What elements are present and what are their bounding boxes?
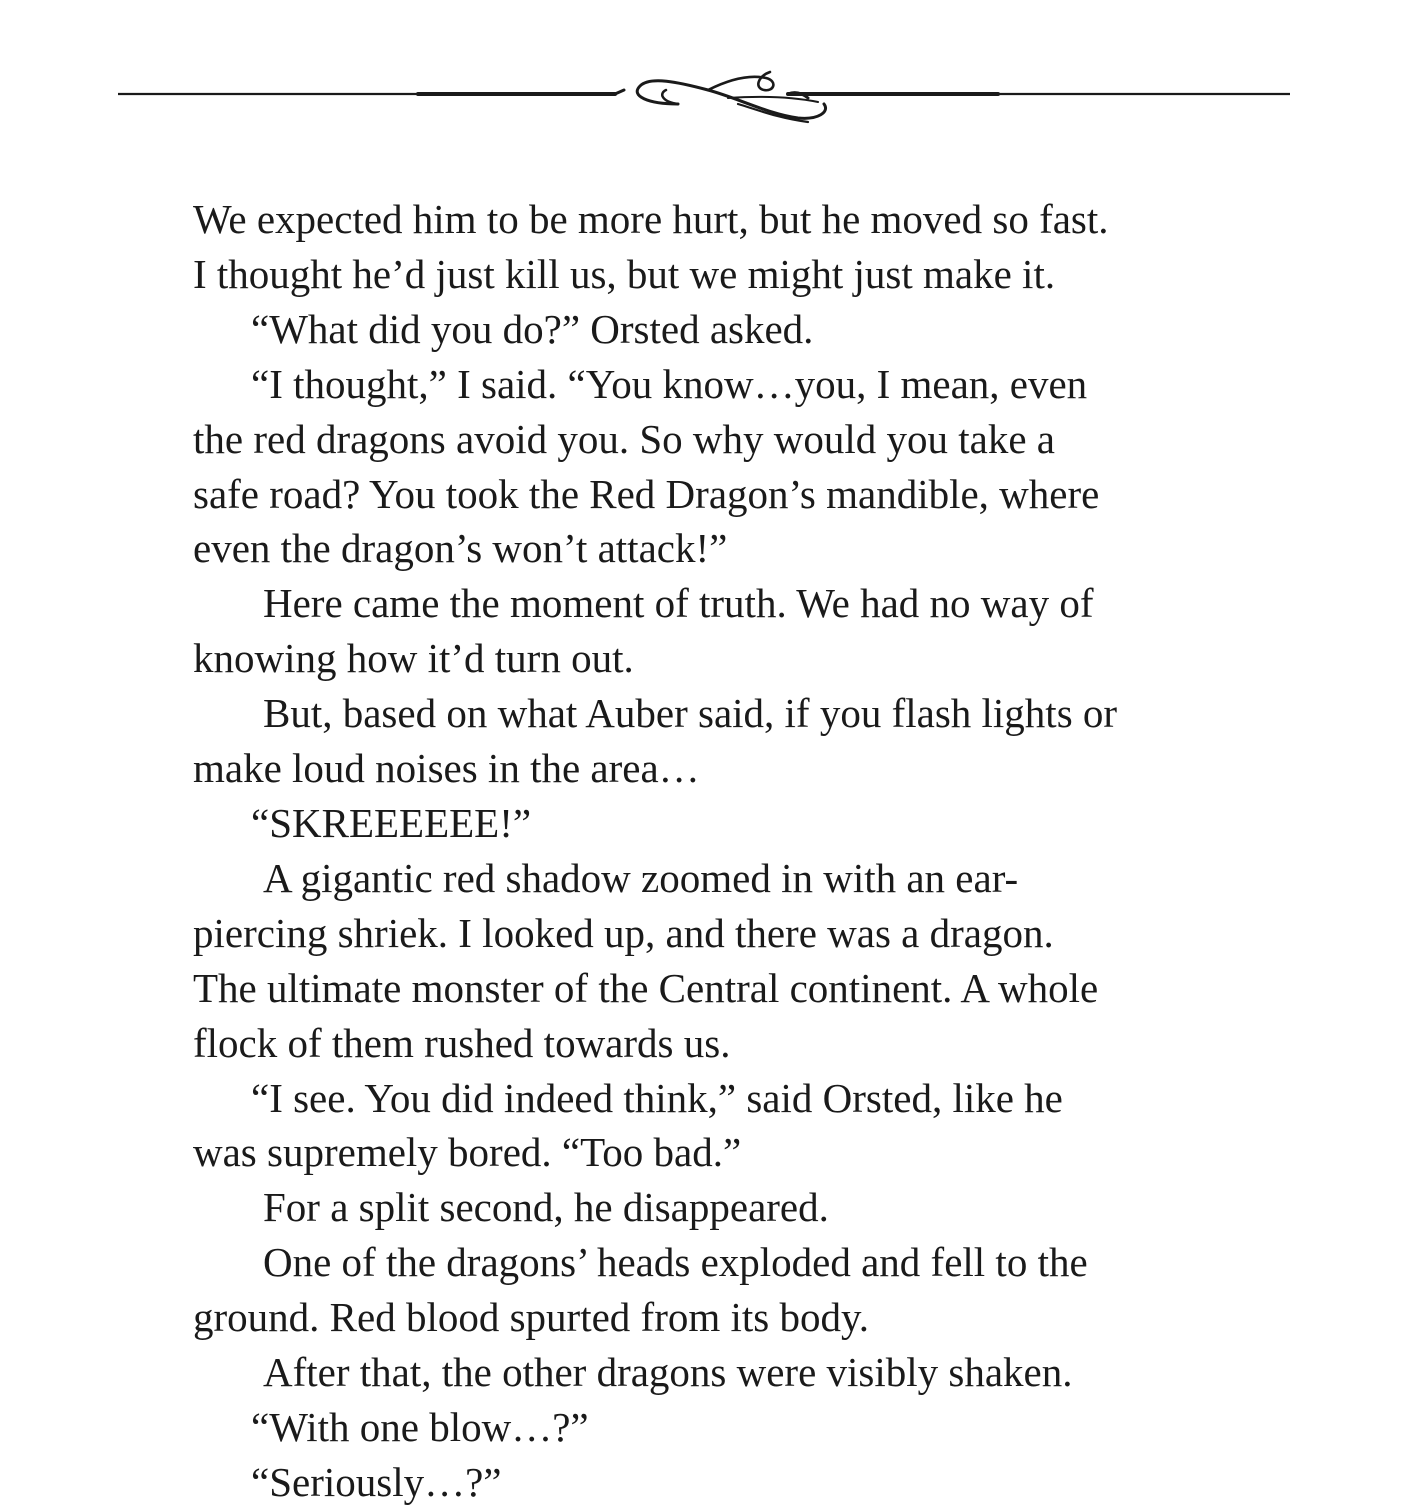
text-line: ground. Red blood spurted from its body.: [193, 1294, 870, 1341]
text-line: make loud noises in the area…: [193, 745, 700, 792]
text-line: The ultimate monster of the Central continent. A whole: [193, 964, 1099, 1011]
text-line: was supremely bored. “Too bad.”: [193, 1129, 742, 1176]
paragraph: [193, 1235, 1273, 1345]
text-line: For a split second, he disappeared.: [263, 1184, 829, 1231]
text-line: “What did you do?” Orsted asked.: [251, 305, 814, 352]
text-line: One of the dragons’ heads exploded and fell to the: [263, 1239, 1088, 1286]
text-line: Here came the moment of truth. We had no way of: [263, 580, 1094, 627]
paragraph: [193, 1345, 1273, 1400]
text-line: After that, the other dragons were visibly shaken.: [263, 1349, 1073, 1396]
text-line: even the dragon’s won’t attack!”: [193, 525, 728, 572]
text-line: the red dragons avoid you. So why would you take a: [193, 415, 1055, 462]
paragraph: [193, 796, 1273, 851]
text-line: “I see. You did indeed think,” said Orsted, like he: [251, 1074, 1063, 1121]
text-line: “With one blow…?”: [251, 1403, 589, 1450]
text-line: A gigantic red shadow zoomed in with an ear-: [263, 854, 1019, 901]
flourish-divider-icon: [118, 60, 1290, 130]
text-line: piercing shriek. I looked up, and there was a dragon.: [193, 909, 1054, 956]
paragraph: [193, 576, 1273, 686]
paragraph: [193, 1455, 1273, 1510]
paragraph: [193, 1400, 1273, 1455]
text-line: flock of them rushed towards us.: [193, 1019, 731, 1066]
text-line: But, based on what Auber said, if you flash lights or: [263, 690, 1118, 737]
text-line: I thought he’d just kill us, but we might just make it.: [193, 250, 1056, 297]
text-line: We expected him to be more hurt, but he moved so fast.: [193, 196, 1109, 242]
paragraph: [193, 1071, 1273, 1181]
text-line: knowing how it’d turn out.: [193, 635, 634, 682]
paragraph: [193, 686, 1273, 796]
text-line: “Seriously…?”: [251, 1458, 502, 1505]
paragraph: [193, 851, 1273, 1071]
text-line: “SKREEEEEE!”: [251, 799, 532, 846]
text-line: safe road? You took the Red Dragon’s mandible, where: [193, 470, 1100, 517]
body-text: [193, 192, 1273, 1510]
text-line: “I thought,” I said. “You know…you, I mean, even: [251, 360, 1088, 407]
paragraph: [193, 1180, 1273, 1235]
paragraph: [193, 192, 1273, 302]
paragraph: [193, 302, 1273, 357]
paragraph: [193, 357, 1273, 577]
